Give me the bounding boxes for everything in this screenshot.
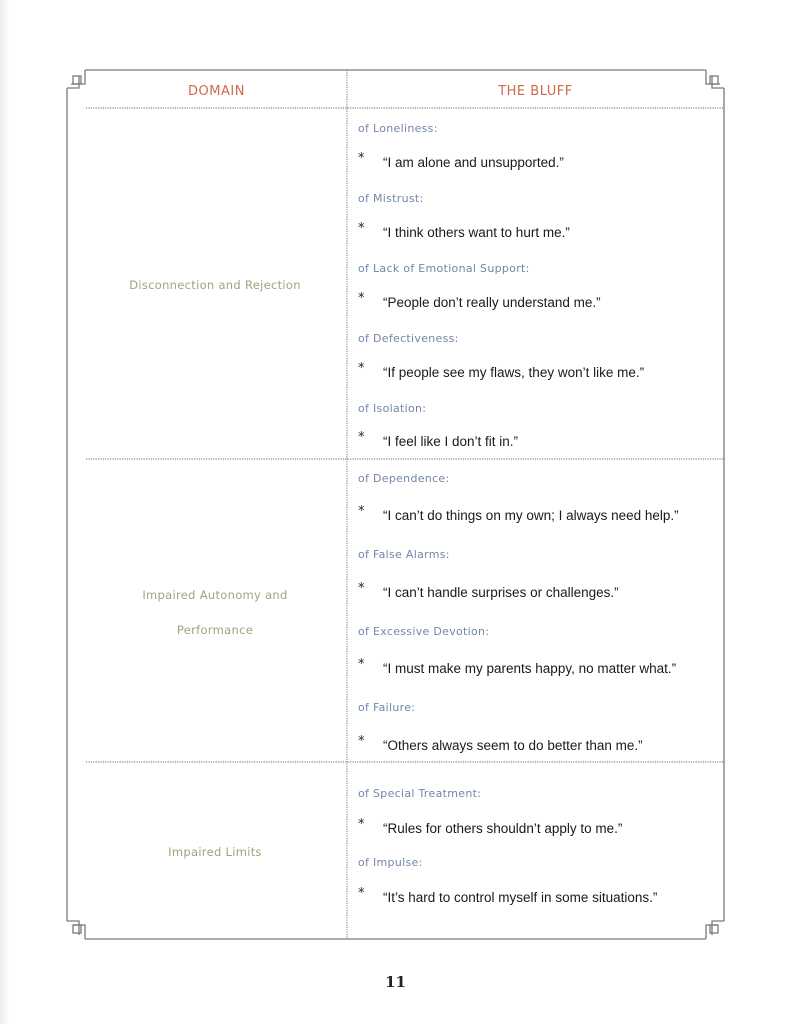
domain-label-line: Disconnection and Rejection xyxy=(129,278,301,292)
page-number: 11 xyxy=(385,973,406,991)
bluff-statement-text: “Rules for others shouldn’t apply to me.” xyxy=(383,821,623,836)
bluff-label: of Excessive Devotion: xyxy=(358,625,490,638)
bluff-statement-text: “People don’t really understand me.” xyxy=(383,295,601,310)
asterisk-bullet-icon: * xyxy=(358,430,365,445)
bluff-statement-text: “Others always seem to do better than me.” xyxy=(383,738,643,753)
bluff-label: of Mistrust: xyxy=(358,192,424,205)
domain-label xyxy=(90,268,340,303)
domain-label xyxy=(90,578,340,648)
page-edge-shadow xyxy=(0,0,10,1024)
asterisk-bullet-icon: * xyxy=(358,504,365,519)
domain-label-line: Performance xyxy=(176,623,254,637)
bluff-label: of Special Treatment: xyxy=(358,787,482,800)
bluff-label: of Dependence: xyxy=(358,472,450,485)
asterisk-bullet-icon: * xyxy=(358,361,365,376)
bluff-statement-text: “I must make my parents happy, no matter what.” xyxy=(383,661,677,676)
asterisk-bullet-icon: * xyxy=(358,221,365,236)
asterisk-bullet-icon: * xyxy=(358,581,365,596)
bluff-statement-text: “I can’t do things on my own; I always need help.” xyxy=(383,508,679,523)
column-header-domain: DOMAIN xyxy=(188,84,245,99)
domain-label xyxy=(90,835,340,870)
bluff-statement-text: “I can’t handle surprises or challenges.” xyxy=(383,585,619,600)
bluff-label: of Impulse: xyxy=(358,856,423,869)
asterisk-bullet-icon: * xyxy=(358,657,365,672)
asterisk-bullet-icon: * xyxy=(358,291,365,306)
bluff-statement-text: “If people see my flaws, they won’t like me.” xyxy=(383,365,645,380)
bluff-statement-text: “I feel like I don’t fit in.” xyxy=(383,434,519,449)
asterisk-bullet-icon: * xyxy=(358,151,365,166)
column-header-bluff: THE BLUFF xyxy=(498,84,573,99)
asterisk-bullet-icon: * xyxy=(358,886,365,901)
bluff-statement-text: “It’s hard to control myself in some situations.” xyxy=(383,890,658,905)
bluff-label: of Defectiveness: xyxy=(358,332,459,345)
domain-label-line: Impaired Autonomy and xyxy=(142,588,288,602)
bluff-label: of False Alarms: xyxy=(358,548,450,561)
asterisk-bullet-icon: * xyxy=(358,734,365,749)
bluff-label: of Isolation: xyxy=(358,402,427,415)
bluff-label: of Lack of Emotional Support: xyxy=(358,262,530,275)
corner-ornament-bottom-left xyxy=(67,921,85,939)
bluff-statement-text: “I am alone and unsupported.” xyxy=(383,155,564,170)
bluff-label: of Failure: xyxy=(358,701,416,714)
domain-label-line: Impaired Limits xyxy=(168,845,262,859)
bluff-statement-text: “I think others want to hurt me.” xyxy=(383,225,570,240)
corner-ornament-bottom-right xyxy=(706,921,724,939)
asterisk-bullet-icon: * xyxy=(358,817,365,832)
corner-ornament-top-left xyxy=(67,70,85,88)
bluff-label: of Loneliness: xyxy=(358,122,438,135)
